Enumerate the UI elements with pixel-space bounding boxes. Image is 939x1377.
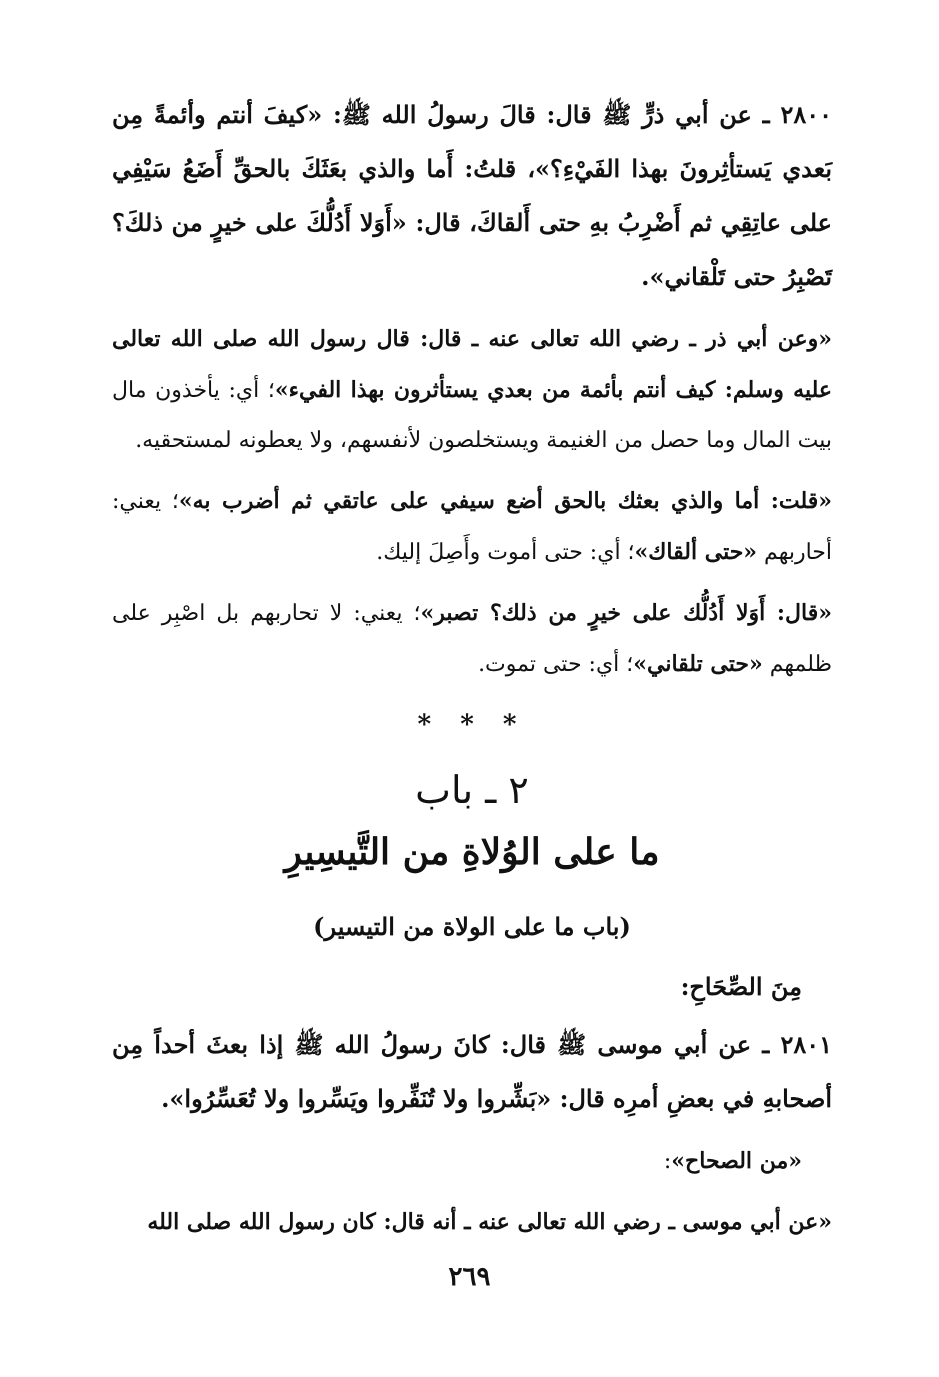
commentary-3-mid: ؛ يعني: لا تحاربهم بل اصْبِر على ظلمهم bbox=[112, 601, 832, 677]
commentary-3-quote: «حتى تلقاني» bbox=[633, 651, 763, 677]
hadith-2801 bbox=[112, 1018, 832, 1126]
commentary-paragraph-3 bbox=[112, 588, 832, 690]
commentary-2-quote: «حتى ألقاك» bbox=[634, 539, 758, 565]
hadith-2801-text: ٢٨٠١ ـ عن أبي موسى ﷺ قال: كانَ رسولُ الله ﷺ إذا بعثَ أحداً مِن أصحابهِ في بعضِ أمرِه قال: «بَشِّروا ولا تُنَفِّروا ويَسِّروا ولا تُعَسِّرُوا». bbox=[112, 1030, 832, 1113]
commentary-2-mid: ؛ يعني: أحاربهم bbox=[112, 489, 832, 565]
commentary-5-lead: «عن أبي موسى ـ رضي الله تعالى عنه ـ أنه قال: كان رسول الله صلى الله bbox=[147, 1209, 832, 1235]
hadith-2800 bbox=[112, 88, 832, 304]
commentary-3-lead: «قال: أَوَلا أَدُلُّك على خيرٍ من ذلك؟ تصبر» bbox=[420, 600, 833, 626]
commentary-paragraph-1 bbox=[112, 314, 832, 466]
commentary-paragraph-2 bbox=[112, 476, 832, 578]
commentary-2-rest: ؛ أي: حتى أموت وأَصِلَ إليك. bbox=[376, 540, 635, 565]
page-body bbox=[112, 88, 832, 1258]
commentary-paragraph-4 bbox=[112, 1136, 832, 1187]
commentary-paragraph-5 bbox=[112, 1197, 832, 1248]
section-separator: * * * bbox=[417, 710, 527, 740]
commentary-3-rest: ؛ أي: حتى تموت. bbox=[478, 652, 634, 677]
commentary-1-lead: «وعن أبي ذر ـ رضي الله تعالى عنه ـ قال: قال رسول الله صلى الله تعالى عليه وسلم: كيف أنتم بأئمة من بعدي يستأثرون بهذا الفيء» bbox=[112, 326, 832, 403]
section-heading: مِنَ الصِّحَاحِ: bbox=[680, 972, 802, 1001]
commentary-4-rest: : bbox=[663, 1149, 672, 1174]
chapter-number: ٢ ـ باب bbox=[415, 768, 529, 812]
chapter-subtitle: (باب ما على الولاة من التيسير) bbox=[313, 912, 631, 941]
hadith-2800-text: ٢٨٠٠ ـ عن أبي ذرٍّ ﷺ قال: قالَ رسولُ الله ﷺ: «كيفَ أنتم وأئمةً مِن بَعدي يَستأثِرونَ بهذا الفَيْءِ؟»، قلتُ: أَما والذي بعَثَكَ بالحقِّ أَضَعُ سَيْفِي على عاتِقِي ثم أَضْرِبُ بهِ حتى أَلقاكَ، قال: «أَوَلا أَدُلُّكَ على خيرٍ من ذلكَ؟ تَصْبِرُ حتى تَلْقاني». bbox=[112, 100, 832, 291]
commentary-2-lead: «قلت: أما والذي بعثك بالحق أضع سيفي على عاتقي ثم أضرب به» bbox=[178, 488, 832, 514]
page-number: ٢٦٩ bbox=[448, 1262, 491, 1292]
commentary-1-rest: ؛ أي: يأخذون مال بيت المال وما حصل من الغنيمة ويستخلصون لأنفسهم، ولا يعطونه لمستحقيه. bbox=[112, 378, 832, 453]
chapter-title: ما على الوُلاةِ من التَّيسِيرِ bbox=[284, 831, 660, 873]
commentary-4-lead: «من الصحاح» bbox=[671, 1148, 802, 1174]
